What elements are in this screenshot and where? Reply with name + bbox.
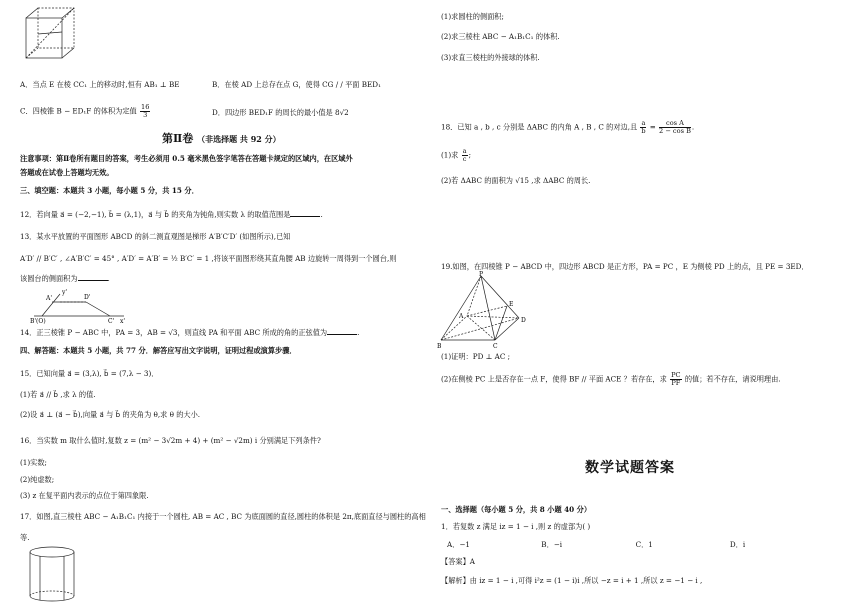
answer-blank <box>327 328 357 335</box>
label-c-prime: C' <box>108 318 115 324</box>
fraction-a-over-c <box>462 148 468 163</box>
cube-figure <box>22 4 82 66</box>
section-2-subtitle: （非选择题 共 92 分） <box>197 134 281 144</box>
fraction-denominator: PF <box>671 378 681 387</box>
question-13-text: 该圆台的侧面积为 <box>20 274 78 283</box>
question-17: 17．如图,直三棱柱 ABC − A₁B₁C₁ 内接于一个圆柱, AB = AC , BC 为底面圆的直径,圆柱的体积是 2π,底面直径与圆柱的高相 <box>20 512 426 521</box>
answer-part-1: 一、选择题（每小题 5 分，共 8 小题 40 分） <box>441 505 592 514</box>
question-13-line-2: A′D′ // B′C′ , ∠A′B′C′ = 45° , A′D′ = A′B′ = ½ B′C′ = 1 ,将该平面图形绕其直角腰 AB 边旋转一周得到一个圆台,则 <box>20 254 397 263</box>
question-16-2: (2)纯虚数; <box>20 475 55 484</box>
fraction-numerator: 16 <box>141 103 150 111</box>
question-14-text: 14．正三棱锥 P − ABC 中，PA = 3，AB = √3，则直线 PA 和平面 ABC 所成的角的正弦值为 <box>20 328 328 337</box>
label-a-prime: A' <box>46 295 52 302</box>
label-d-prime: D' <box>84 294 91 301</box>
question-17-end: 等. <box>20 533 30 542</box>
answer-label: 【答案】A <box>441 557 475 566</box>
fraction-numerator: a <box>462 147 467 155</box>
label-x-prime: x' <box>120 318 126 324</box>
question-12-text: 12．若向量 a⃗ = (−2,−1), b⃗ = (λ,1)，a⃗ 与 b⃗ 的夹角为钝角,则实数 λ 的取值范围是 <box>20 210 291 219</box>
question-17-2: (2)求三棱柱 ABC − A₁B₁C₁ 的体积. <box>441 32 560 41</box>
notice-line-1: 注意事项：第Ⅱ卷所有题目的答案，考生必须用 0.5 毫米黑色签字笔答在答题卡规定的区域内，在区域外 <box>20 154 353 163</box>
question-15: 15．已知向量 a⃗ = (3,λ), b⃗ = (7,λ − 3)． <box>20 369 159 378</box>
question-13-line-1: 13．某水平放置的平面图形 ABCD 的斜二测直观图是梯形 A′B′C′D′ (如图所示),已知 <box>20 232 291 241</box>
question-18-1-text: (1)求 <box>441 150 459 160</box>
label-d: D <box>521 317 526 324</box>
option-c-text: C．四棱锥 B − ED₁F 的体积为定值 <box>20 106 137 116</box>
section-2-heading: 第Ⅱ卷 <box>162 132 194 145</box>
answer-blank <box>290 210 320 217</box>
option-a: A．−1 <box>447 540 470 549</box>
notice-line-2: 答题或在试卷上答题均无效。 <box>20 168 114 177</box>
label-y-prime: y' <box>62 289 68 296</box>
question-13-line-3: 该圆台的侧面积为 . <box>20 274 110 283</box>
question-19-2 <box>441 372 781 387</box>
fraction-denominator: 2 − cos B <box>659 126 691 135</box>
fraction-pc-over-pf <box>670 372 681 387</box>
question-18-text: 18．已知 a , b , c 分别是 ΔABC 的内角 A , B , C 的对边,且 <box>441 122 638 132</box>
fraction-a-over-b <box>640 120 646 135</box>
fraction-denominator: b <box>641 126 646 135</box>
pyramid-figure <box>437 270 529 350</box>
answer-explanation: 【解析】由 iz = 1 − i ,可得 i²z = (1 − i)i ,所以 −z = i + 1 ,所以 z = −1 − i , <box>441 576 703 585</box>
label-b-prime: B'(O) <box>30 318 46 324</box>
question-19: 19.如图，在四棱锥 P − ABCD 中，四边形 ABCD 是正方形，PA = PC ，E 为侧棱 PD 上的点，且 PE = 3ED． <box>441 262 809 271</box>
question-18-2: (2)若 ΔABC 的面积为 √15 ,求 ΔABC 的周长. <box>441 176 591 185</box>
option-b: B．在棱 AD 上总存在点 G，使得 CG / / 平面 BED₁ <box>212 80 381 89</box>
part-3-heading: 三、填空题：本题共 3 小题，每小题 5 分，共 15 分． <box>20 186 199 195</box>
option-d: D．四边形 BED₁F 的周长的最小值是 8√2 <box>212 108 349 117</box>
question-12: 12．若向量 a⃗ = (−2,−1), b⃗ = (λ,1)，a⃗ 与 b⃗ 的夹角为钝角,则实数 λ 的取值范围是 . <box>20 210 323 219</box>
fraction-numerator: a <box>641 119 646 127</box>
question-15-1: (1)若 a⃗ // b⃗ ,求 λ 的值. <box>20 390 96 399</box>
option-c: C．1 <box>635 540 653 549</box>
label-b: B <box>437 343 442 350</box>
label-a: A <box>459 313 464 320</box>
question-14: 14．正三棱锥 P − ABC 中，PA = 3，AB = √3，则直线 PA 和平面 ABC 所成的角的正弦值为 . <box>20 328 360 337</box>
cylinder-figure <box>26 544 82 606</box>
fraction-numerator: PC <box>671 371 681 379</box>
option-b: B．−i <box>541 540 563 549</box>
answer-question-1: 1．若复数 z 满足 iz = 1 − i ,则 z 的虚部为( ) <box>441 522 591 531</box>
answer-title: 数学试题答案 <box>585 460 675 476</box>
question-19-1: (1)证明：PD ⊥ AC ; <box>441 352 511 361</box>
trapezoid-figure <box>30 288 130 324</box>
label-p: P <box>479 271 484 278</box>
question-18: 18．已知 a , b , c 分别是 ΔABC 的内角 A , B , C 的对边,且 $\frac{a}{b}$ = $\frac{\text{cos A}}{\text{2 − cos B}}$ . <box>441 119 695 135</box>
label-c: C <box>493 343 498 350</box>
question-19-2-text: (2)在侧棱 PC 上是否存在一点 F，使得 BF // 平面 ACE ？若存在，求 <box>441 374 667 384</box>
section-2-title <box>162 132 281 146</box>
option-c-fraction <box>140 104 150 119</box>
fraction-denominator: c <box>462 154 467 163</box>
answer-question-1-options <box>447 540 767 549</box>
option-a: A．当点 E 在棱 CC₁ 上的移动时,恒有 AB₁ ⊥ BE <box>20 80 180 89</box>
question-16: 16．当实数 m 取什么值时,复数 z = (m² − 3√2m + 4) + (m² − √2m) i 分别满足下列条件? <box>20 436 321 445</box>
fraction-denominator: 3 <box>143 110 148 119</box>
option-c <box>20 104 151 119</box>
answer-blank <box>78 274 108 281</box>
option-d: D．i <box>729 540 746 549</box>
question-16-1: (1)实数; <box>20 458 47 467</box>
fraction-numerator: cos A <box>659 120 691 128</box>
question-16-3: (3) z 在复平面内表示的点位于第四象限. <box>20 491 149 500</box>
question-19-2-tail: 的值；若不存在，请说明理由. <box>684 374 781 384</box>
question-17-3: (3)求直三棱柱的外接球的体积. <box>441 53 540 62</box>
question-17-1: (1)求圆柱的侧面积; <box>441 12 504 21</box>
label-e: E <box>509 301 514 308</box>
question-18-1: (1)求 $\frac{a}{c}$ ; <box>441 147 472 163</box>
fraction-cos <box>659 120 691 135</box>
question-15-2: (2)设 a⃗ ⊥ (a⃗ − b⃗),向量 a⃗ 与 b⃗ 的夹角为 θ,求 θ 的大小. <box>20 410 201 419</box>
part-4-heading: 四、解答题：本题共 5 小题，共 77 分．解答应写出文字说明，证明过程或演算步骤． <box>20 346 297 355</box>
